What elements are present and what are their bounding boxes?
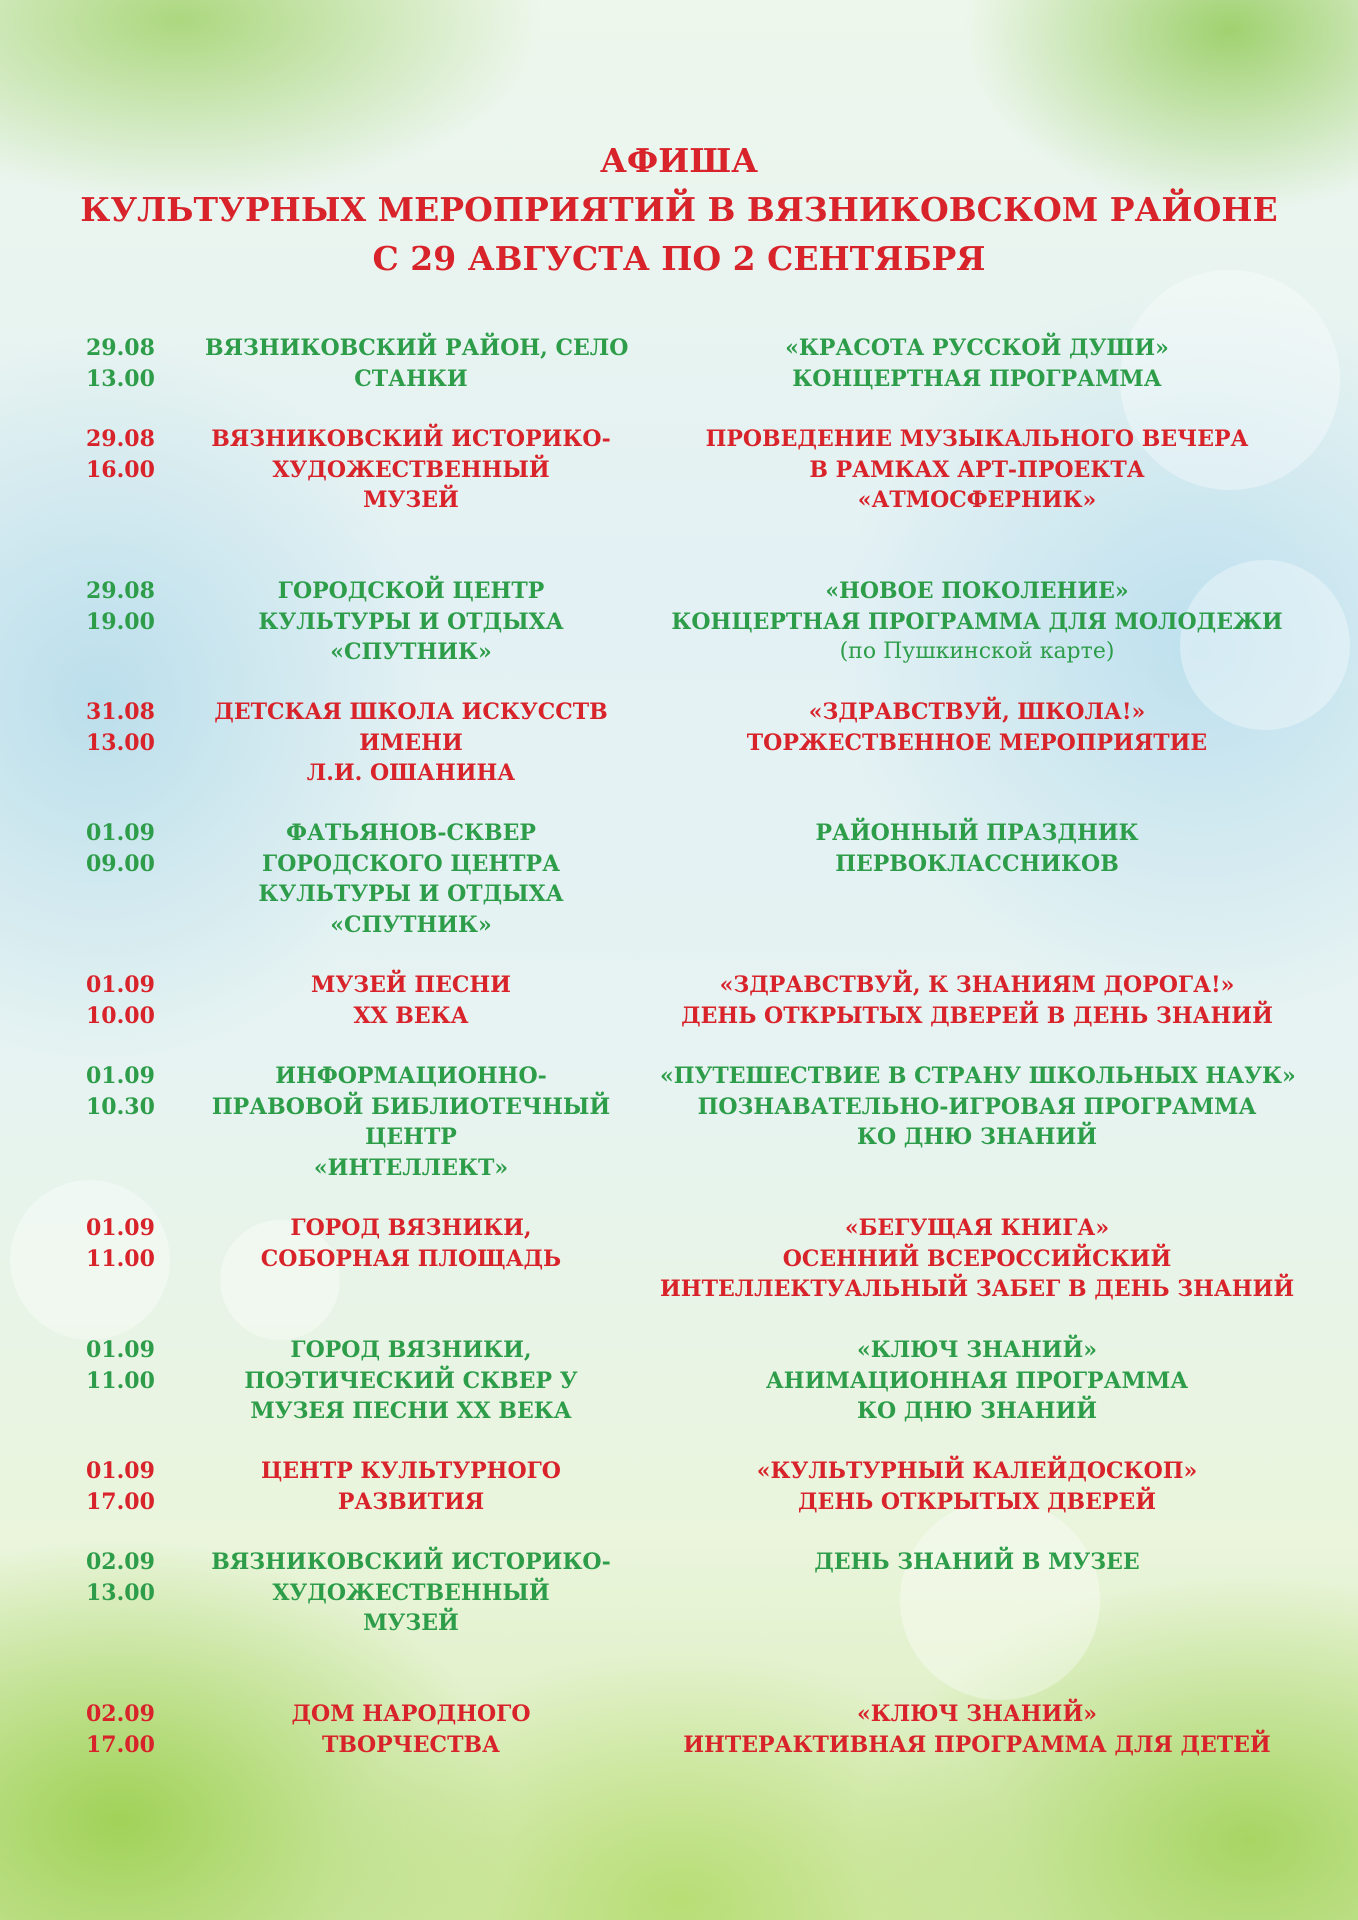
event-datetime [86,818,206,879]
event-description [660,697,1294,758]
event-description [660,424,1294,516]
event-description [660,1699,1294,1760]
event-date: 01.09 [86,1337,155,1363]
event-venue [205,1699,617,1760]
event-description [660,1456,1294,1517]
event-time: 11.00 [86,1367,155,1394]
event-date: 01.09 [86,972,155,998]
event-datetime [86,1061,206,1122]
event-venue-line: СОБОРНАЯ ПЛОЩАДЬ [260,1245,562,1272]
event-venue-line: ДОМ НАРОДНОГО [291,1701,531,1727]
event-venue-line: «СПУТНИК» [330,639,492,665]
event-datetime [86,576,206,637]
event-datetime [86,1456,206,1517]
event-description-line: «ЗДРАВСТВУЙ, ШКОЛА!» [808,699,1146,725]
event-venue-line: ПРАВОВОЙ БИБЛИОТЕЧНЫЙ [211,1093,611,1120]
event-date: 01.09 [86,1215,155,1241]
event-description-line: ПЕРВОКЛАССНИКОВ [835,850,1119,877]
event-description-line: ПРОВЕДЕНИЕ МУЗЫКАЛЬНОГО ВЕЧЕРА [705,426,1249,452]
event-datetime [86,333,206,394]
event-description-line: ТОРЖЕСТВЕННОЕ МЕРОПРИЯТИЕ [746,729,1208,756]
event-time: 10.00 [86,1002,155,1029]
event-date: 01.09 [86,1063,155,1089]
event-venue [205,576,617,668]
event-venue [205,1547,617,1639]
event-description [660,1213,1294,1305]
event-time: 13.00 [86,729,155,756]
event-date: 29.08 [86,335,155,361]
event-date: 01.09 [86,820,155,846]
event-venue [205,333,629,394]
event-description-line: «АТМОСФЕРНИК» [857,487,1097,513]
event-time: 17.00 [86,1488,155,1515]
event-venue-line: КУЛЬТУРЫ И ОТДЫХА [258,881,564,907]
event-datetime [86,1213,206,1274]
event-venue-line: ХХ ВЕКА [353,1002,469,1029]
event-description-line: КО ДНЮ ЗНАНИЙ [856,1398,1098,1424]
event-date: 02.09 [86,1701,155,1727]
event-time: 16.00 [86,456,155,483]
event-datetime [86,1699,206,1760]
event-time: 17.00 [86,1731,155,1758]
event-description-line: АНИМАЦИОННАЯ ПРОГРАММА [765,1367,1189,1394]
event-description-line: КОНЦЕРТНАЯ ПРОГРАММА [792,365,1162,392]
event-venue-line: ПОЭТИЧЕСКИЙ СКВЕР У [244,1367,578,1394]
poster-header [0,136,1358,283]
event-time: 13.00 [86,1579,155,1606]
event-venue-line: «ИНТЕЛЛЕКТ» [313,1154,509,1181]
event-date: 29.08 [86,426,155,452]
event-venue-line: ГОРОДСКОЙ ЦЕНТР [277,578,545,604]
event-description [660,333,1294,394]
event-date: 01.09 [86,1458,155,1484]
event-datetime [86,970,206,1031]
event-venue-line: ХУДОЖЕСТВЕННЫЙ [272,456,550,483]
event-description [660,1335,1294,1427]
event-description-line: «БЕГУЩАЯ КНИГА» [844,1215,1110,1241]
event-description-line: «НОВОЕ ПОКОЛЕНИЕ» [825,578,1129,604]
event-date: 31.08 [86,699,155,725]
event-description [660,1547,1294,1578]
event-description-line: «КУЛЬТУРНЫЙ КАЛЕЙДОСКОП» [756,1458,1198,1484]
event-venue [205,1335,617,1427]
event-venue [205,424,617,516]
event-venue-line: ДЕТСКАЯ ШКОЛА ИСКУССТВ [214,699,608,725]
event-description-line: ПОЗНАВАТЕЛЬНО-ИГРОВАЯ ПРОГРАММА [697,1093,1257,1120]
event-venue-line: МУЗЕЙ ПЕСНИ [311,972,511,998]
event-venue-line: ЦЕНТР [365,1124,457,1150]
event-venue-line: МУЗЕЙ [363,487,459,513]
event-description-line: КОНЦЕРТНАЯ ПРОГРАММА ДЛЯ МОЛОДЕЖИ [671,608,1283,635]
event-description-line: В РАМКАХ АРТ-ПРОЕКТА [809,456,1145,483]
event-description-line: «КЛЮЧ ЗНАНИЙ» [857,1701,1097,1727]
event-description-line: «ЗДРАВСТВУЙ, К ЗНАНИЯМ ДОРОГА!» [719,972,1235,998]
event-venue-line: «СПУТНИК» [330,911,492,938]
event-venue-line: ВЯЗНИКОВСКИЙ ИСТОРИКО- [211,1549,611,1575]
event-description-line: «ПУТЕШЕСТВИЕ В СТРАНУ ШКОЛЬНЫХ НАУК» [660,1063,1296,1089]
poster-title: АФИША [599,141,759,180]
event-time: 10.30 [86,1093,155,1120]
event-description-line: ДЕНЬ ЗНАНИЙ В МУЗЕЕ [814,1549,1140,1575]
event-venue [205,970,617,1031]
event-venue-line: КУЛЬТУРЫ И ОТДЫХА [258,608,564,635]
event-description-line: ИНТЕРАКТИВНАЯ ПРОГРАММА ДЛЯ ДЕТЕЙ [683,1731,1271,1758]
event-datetime [86,1335,206,1396]
event-venue-line: ВЯЗНИКОВСКИЙ ИСТОРИКО- [211,426,611,452]
poster-subtitle: КУЛЬТУРНЫХ МЕРОПРИЯТИЙ В ВЯЗНИКОВСКОМ РАЙОНЕ [80,190,1278,229]
event-description [660,576,1294,668]
event-venue-line: МУЗЕЯ ПЕСНИ ХХ ВЕКА [250,1398,572,1424]
event-description [660,970,1294,1031]
event-venue-line: ГОРОД ВЯЗНИКИ, [290,1337,532,1363]
event-date: 29.08 [86,578,155,604]
event-time: 11.00 [86,1245,155,1272]
event-venue-line: ГОРОД ВЯЗНИКИ, [290,1215,532,1241]
event-venue-line: ХУДОЖЕСТВЕННЫЙ [272,1579,550,1606]
event-time: 13.00 [86,365,155,392]
event-venue-line: СТАНКИ [354,365,468,392]
event-venue-line: ИНФОРМАЦИОННО- [275,1063,547,1089]
event-description-line: ИНТЕЛЛЕКТУАЛЬНЫЙ ЗАБЕГ В ДЕНЬ ЗНАНИЙ [660,1276,1295,1302]
event-time: 19.00 [86,608,155,635]
event-venue [205,1061,617,1183]
event-date: 02.09 [86,1549,155,1575]
event-venue-line: Л.И. ОШАНИНА [306,760,516,786]
event-venue-line: ИМЕНИ [359,729,463,756]
event-description-line: «КРАСОТА РУССКОЙ ДУШИ» [785,335,1169,361]
event-venue [205,818,617,940]
event-description-line: КО ДНЮ ЗНАНИЙ [856,1124,1098,1150]
event-description-line: ДЕНЬ ОТКРЫТЫХ ДВЕРЕЙ [797,1488,1156,1515]
poster-date-range: С 29 АВГУСТА ПО 2 СЕНТЯБРЯ [372,239,986,278]
event-description-line: ОСЕННИЙ ВСЕРОССИЙСКИЙ [782,1245,1172,1272]
event-venue-line: ВЯЗНИКОВСКИЙ РАЙОН, СЕЛО [205,335,629,361]
event-datetime [86,424,206,485]
event-venue-line: РАЗВИТИЯ [337,1488,485,1515]
event-description-line: ДЕНЬ ОТКРЫТЫХ ДВЕРЕЙ В ДЕНЬ ЗНАНИЙ [681,1002,1273,1029]
event-description-line: (по Пушкинской карте) [839,639,1115,664]
event-venue-line: ГОРОДСКОГО ЦЕНТРА [262,850,560,877]
bokeh-decoration [900,1500,1100,1700]
event-description-line: РАЙОННЫЙ ПРАЗДНИК [815,820,1139,846]
event-datetime [86,697,206,758]
event-venue [205,1456,617,1517]
event-time: 09.00 [86,850,155,877]
event-venue [205,697,617,789]
event-description [660,818,1294,879]
event-venue-line: ФАТЬЯНОВ-СКВЕР [286,820,536,846]
event-venue-line: ЦЕНТР КУЛЬТУРНОГО [261,1458,561,1484]
event-description [660,1061,1294,1153]
event-description-line: «КЛЮЧ ЗНАНИЙ» [857,1337,1097,1363]
event-venue-line: МУЗЕЙ [363,1610,459,1636]
event-venue-line: ТВОРЧЕСТВА [322,1731,500,1758]
event-datetime [86,1547,206,1608]
event-venue [205,1213,617,1274]
